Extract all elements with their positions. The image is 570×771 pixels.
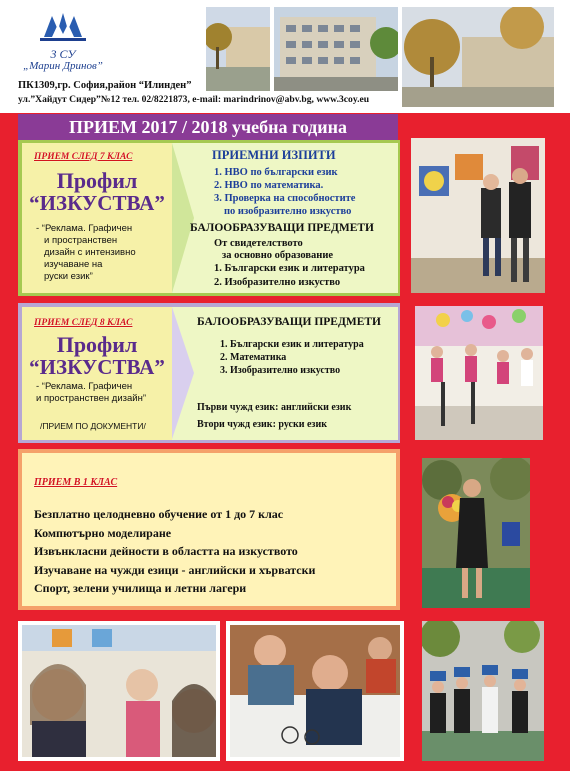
profile-name: “ИЗКУСТВА” — [29, 355, 165, 379]
benefit-item: Компютърно моделиране — [34, 525, 172, 540]
documents-note: /ПРИЕМ ПО ДОКУМЕНТИ/ — [40, 421, 146, 431]
arrow-shape — [172, 307, 194, 439]
subjects-intro — [214, 238, 333, 262]
desc-line: и пространствен дизайн” — [36, 393, 146, 404]
profile-description — [36, 381, 176, 405]
benefit-item: Безплатно целодневно обучение от 1 до 7 клас — [34, 507, 284, 521]
school-name — [18, 48, 108, 72]
arrow-shape — [172, 143, 194, 293]
exams-title: ПРИЕМНИ ИЗПИТИ — [212, 148, 336, 162]
contact-line: ул.”Хайдут Сидер”№12 тел. 02/8221873, e-mail: marindrinov@abv.bg, www.3coy.eu — [18, 94, 370, 105]
intro-line: От свидетелството — [214, 238, 303, 249]
benefit-item: Спорт, зелени училища и летни лагери — [34, 581, 247, 595]
benefit-item: Извънкласни дейности в областта на изкуството — [34, 544, 298, 558]
photo-frame — [226, 621, 404, 761]
first-foreign-language: Първи чужд език: английски език — [197, 402, 352, 413]
profile-name: “ИЗКУСТВА” — [29, 191, 165, 215]
desc-line: - “Реклама. Графичен — [36, 381, 133, 392]
exam-item: по изобразително изкуство — [224, 206, 352, 217]
school-logo-icon — [40, 10, 86, 44]
subject-item: 1. Български език и литература — [214, 263, 365, 274]
teacher-with-flowers-photo — [422, 458, 530, 608]
desc-line: и пространствен — [44, 235, 118, 246]
exam-item: 1. НВО по български език — [214, 167, 338, 178]
subject-item: 3. Изобразително изкуство — [220, 365, 341, 376]
photo-frame — [18, 621, 220, 761]
subject-item: 2. Изобразително изкуство — [214, 277, 341, 288]
tag-after-7th: ПРИЕМ СЛЕД 7 КЛАС — [34, 152, 133, 162]
profile-word: Профил — [56, 168, 138, 193]
subjects-list — [220, 338, 364, 377]
subjects-list — [214, 262, 365, 290]
exam-item: 3. Проверка на способностите — [214, 193, 356, 204]
subjects-title: БАЛООБРАЗУВАЩИ ПРЕДМЕТИ — [190, 222, 375, 234]
banner-title: ПРИЕМ 2017 / 2018 учебна година — [68, 117, 348, 137]
desc-line: изучаване на — [44, 259, 103, 270]
profile-word: Профил — [56, 332, 138, 357]
profile-description — [36, 223, 168, 283]
children-drawing-photo — [230, 625, 400, 757]
school-garden-photo — [402, 7, 554, 107]
desc-line: руски език” — [44, 271, 93, 282]
subject-item: 2. Математика — [220, 352, 287, 363]
exam-item: 2. НВО по математика. — [214, 180, 324, 191]
art-exhibition-photo — [411, 138, 545, 293]
children-reading-photo — [22, 625, 216, 757]
benefit-item: Изучаване на чужди езици - английски и хърватски — [34, 562, 316, 577]
exams-list — [214, 166, 355, 218]
subjects-title: БАЛООБРАЗУВАЩИ ПРЕДМЕТИ — [197, 316, 382, 328]
dance-performance-photo — [415, 306, 543, 440]
subject-item: 1. Български език и литература — [220, 339, 364, 350]
admission-banner — [18, 114, 398, 140]
desc-line: - “Реклама. Графичен — [36, 223, 133, 234]
tag-first-grade: ПРИЕМ В 1 КЛАС — [34, 477, 118, 488]
school-building-photo — [274, 7, 398, 91]
header — [0, 0, 570, 113]
first-grade-benefits — [34, 505, 315, 598]
children-costumes-photo — [422, 621, 544, 761]
address-line: ПК1309,гр. София,район “Илинден” — [18, 80, 192, 91]
school-yard-photo — [206, 7, 270, 91]
intro-line: за основно образование — [222, 250, 334, 261]
desc-line: дизайн с интензивно — [44, 247, 136, 258]
school-patron: „Марин Дринов” — [23, 60, 103, 72]
school-number: 3 СУ — [50, 47, 76, 61]
second-foreign-language: Втори чужд език: руски език — [197, 419, 327, 430]
tag-after-8th: ПРИЕМ СЛЕД 8 КЛАС — [34, 318, 133, 328]
